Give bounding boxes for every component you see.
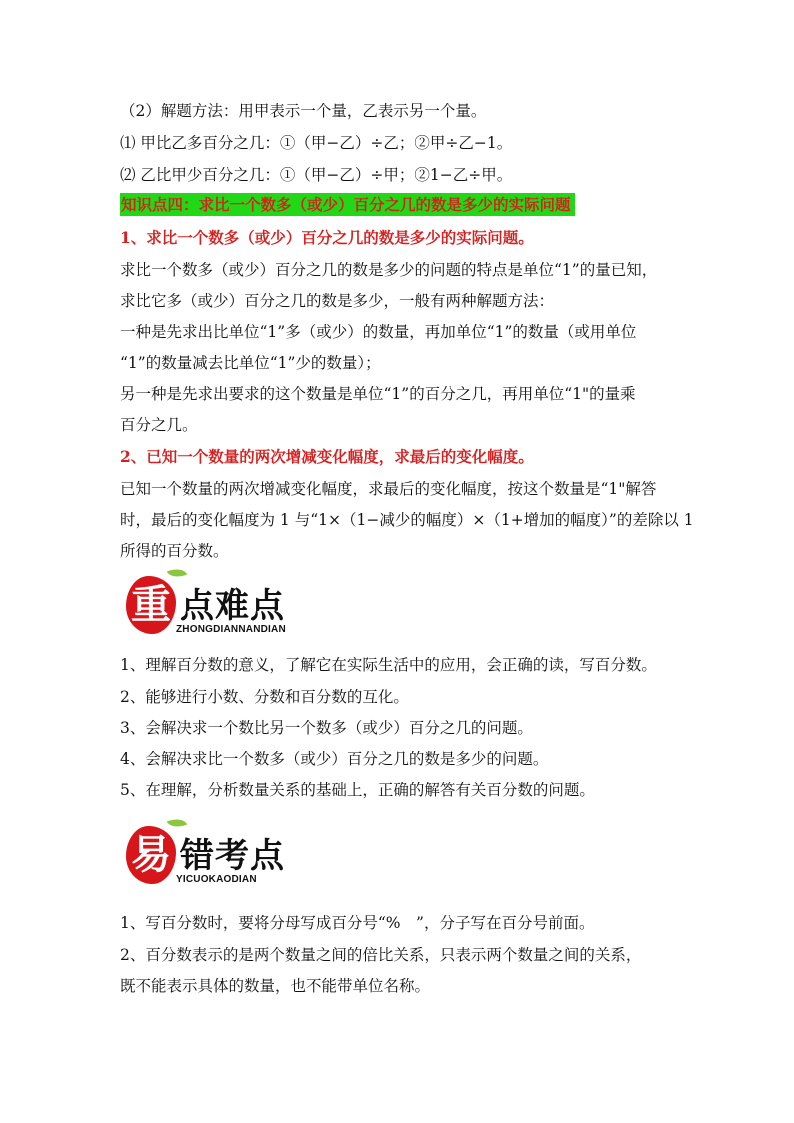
method-line-3: ⑵ 乙比甲少百分之几：①（甲−乙）÷甲；②1−乙÷甲。: [120, 166, 513, 184]
key-points-logo: [124, 568, 304, 642]
section-1-title: 1、求比一个数多（或少）百分之几的数是多少的实际问题。: [120, 228, 534, 247]
logo-subtitle: ZHONGDIANNANDIAN: [176, 624, 286, 635]
key-point-item: 2、能够进行小数、分数和百分数的互化。: [120, 688, 409, 706]
section-1-line: “1”的数量减去比单位“1”少的数量）；: [120, 354, 381, 372]
key-point-item: 4、会解决求比一个数多（或少）百分之几的数是多少的问题。: [120, 750, 549, 768]
section-1-line: 百分之几。: [120, 416, 198, 434]
section-1-line: 求比它多（或少）百分之几的数是多少，一般有两种解题方法：: [120, 292, 555, 310]
mistake-item: 2、百分数表示的是两个数量之间的倍比关系，只表示两个数量之间的关系，: [120, 946, 642, 964]
key-point-item: 1、理解百分数的意义，了解它在实际生活中的应用，会正确的读，写百分数。: [120, 656, 657, 674]
section-1-line: 求比一个数多（或少）百分之几的数是多少的问题的特点是单位“1”的量已知，: [120, 261, 658, 279]
mistake-item: 既不能表示具体的数量，也不能带单位名称。: [120, 977, 431, 995]
logo-title: 点难点: [180, 586, 285, 626]
mistake-item: 1、写百分数时，要将分母写成百分号“% ”，分子写在百分号前面。: [120, 914, 595, 932]
seal-icon: 易: [126, 826, 176, 884]
section-2-line: 所得的百分数。: [120, 542, 229, 560]
section-2-line: 时，最后的变化幅度为 1 与“1×（1−减少的幅度）×（1+增加的幅度）”的差除以 1: [120, 511, 694, 529]
section-1-line: 一种是先求出比单位“1”多（或少）的数量，再加单位“1”的数量（或用单位: [120, 323, 637, 341]
key-point-item: 5、在理解，分析数量关系的基础上，正确的解答有关百分数的问题。: [120, 781, 595, 799]
mistakes-logo: [124, 818, 304, 892]
key-point-item: 3、会解决求一个数比另一个数多（或少）百分之几的问题。: [120, 719, 533, 737]
logo-title: 错考点: [180, 836, 285, 876]
highlighted-heading-text: 知识点四：求比一个数多（或少）百分之几的数是多少的实际问题: [120, 193, 575, 216]
knowledge-point-4-heading: [120, 195, 575, 215]
method-line-1: （2）解题方法：用甲表示一个量，乙表示另一个量。: [120, 102, 487, 120]
section-2-line: 已知一个数量的两次增减变化幅度，求最后的变化幅度，按这个数量是“1"解答: [120, 480, 657, 498]
section-2-title: 2、已知一个数量的两次增减变化幅度，求最后的变化幅度。: [120, 447, 534, 466]
seal-icon: 重: [126, 576, 176, 634]
section-1-line: 另一种是先求出要求的这个数量是单位“1”的百分之几，再用单位“1"的量乘: [120, 385, 636, 403]
logo-subtitle: YICUOKAODIAN: [176, 874, 257, 885]
method-line-2: ⑴ 甲比乙多百分之几：①（甲−乙）÷乙；②甲÷乙−1。: [120, 134, 513, 152]
